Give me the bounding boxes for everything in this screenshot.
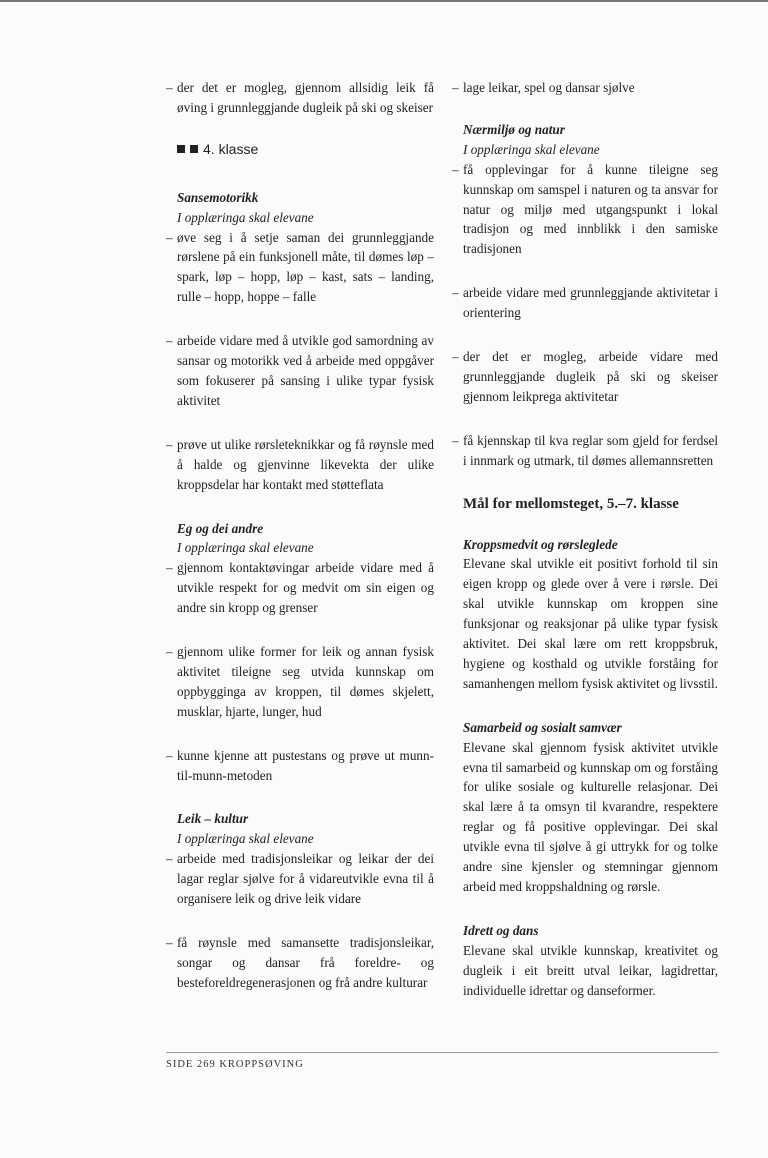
list-item: – der det er mogleg, arbeide vidare med grunnleggjande dugleik på ski og skeiser gjennom leikprega aktivitetar <box>452 349 718 404</box>
list-item: – arbeide med tradisjonsleikar og leikar der dei lagar reglar sjølve for å vidareutvikle evna til å organisere leik og drive leik vidare <box>166 851 434 907</box>
top-border <box>0 0 768 2</box>
list-item: – arbeide vidare med å utvikle god samordning av sansar og motorikk ved å arbeide med oppgåver som fokuserer på sansing i ulike typar fysisk aktivitet <box>166 333 434 408</box>
list-item: – gjennom kontaktøvingar arbeide vidare med å utvikle respekt for og medvit om sin eigen og andre sin kropp og grenser <box>166 560 434 616</box>
list-item: – kunne kjenne att pustestans og prøve ut munn-til-munn-metoden <box>166 747 434 783</box>
footer-rule <box>166 1052 718 1053</box>
list-item: – der det er mogleg, gjennom allsidig leik få øving i grunnleggjande dugleik på ski og skeiser <box>166 80 434 115</box>
list-item: – gjennom ulike former for leik og annan fysisk aktivitet tileigne seg utvida kunnskap om oppbygginga av kroppen, til dømes skjelett, musklar, hjarte, lunger, hud <box>166 644 434 719</box>
section-title: Nærmiljø og natur <box>463 121 565 137</box>
goal-title: Samarbeid og sosialt samvær <box>463 719 622 735</box>
square-bullet-icon <box>190 145 198 153</box>
section-intro: I opplæringa skal elevane <box>463 141 600 157</box>
square-bullet-icon <box>177 145 185 153</box>
section-intro: I opplæringa skal elevane <box>177 540 314 556</box>
goal-paragraph: Elevane skal utvikle kunnskap, kreativitet og dugleik i eit breitt utval leikar, lagidrettar, individuelle idrettar og danseformer. <box>463 942 718 998</box>
grade-heading <box>177 140 434 160</box>
section-title: Eg og dei andre <box>177 520 264 536</box>
list-item: – få kjennskap til kva reglar som gjeld for ferdsel i innmark og utmark, til dømes allemannsretten <box>452 432 718 468</box>
section-intro: I opplæringa skal elevane <box>177 209 314 225</box>
list-item: – få opplevingar for å kunne tileigne seg kunnskap om samspel i naturen og ta ansvar for natur og miljø med utgangspunkt i lokal tradisjon og med innblikk i den samiske tradisjonen <box>452 161 718 257</box>
goal-paragraph: Elevane skal gjennom fysisk aktivitet utvikle evna til samarbeid og kunnskap om og forståing for ulike sosiale og kulturelle relasjonar. Dei skal lære å ta omsyn til kvarandre, respektere reglar og få positive opplevingar. Dei skal utvikle evna til sjølve å gi uttrykk for og tolke andre sine kjensler og stemningar gjennom arbeid med kroppshaldning og rørsle. <box>463 739 718 894</box>
list-item: – arbeide vidare med grunnleggjande aktivitetar i orientering <box>452 285 718 321</box>
goal-title: Idrett og dans <box>463 922 539 938</box>
section-intro: I opplæringa skal elevane <box>177 831 314 847</box>
list-item: – øve seg i å setje saman dei grunnleggjande rørslene på ein funksjonell måte, til dømes løp – spark, løp – hopp, løp – kast, sats – landing, rulle – hopp, hoppe – falle <box>166 229 434 305</box>
list-item: – lage leikar, spel og dansar sjølve <box>452 80 635 95</box>
left-column <box>166 78 434 1017</box>
list-item: – få røynsle med samansette tradisjonsleikar, songar og dansar frå foreldre- og besteforeldregenerasjonen og frå andre kulturar <box>166 935 434 990</box>
section-title: Leik – kultur <box>177 811 249 827</box>
goal-heading: Mål for mellomsteget, 5.–7. klasse <box>463 495 679 512</box>
list-item: – prøve ut ulike rørsleteknikkar og få røynsle med å halde og gjenvinne likevekta der ulike kroppsdelar har kontakt med støtteflata <box>166 436 434 492</box>
goal-title: Kroppsmedvit og rørsleglede <box>463 536 618 552</box>
section-title: Sansemotorikk <box>177 189 259 205</box>
grade-label: 4. klasse <box>203 140 259 157</box>
goal-paragraph: Elevane skal utvikle eit positivt forhold til sin eigen kropp og glede over å vere i rørsle. Dei skal utvikle kunnskap om kroppen sine funksjonar og reaksjonar på ulike typar fysisk aktivitet. Dei skal lære om rett kroppsbruk, hygiene og kosthald og utvikle forståing for samanhengen mellom fysisk aktivitet og livsstil. <box>463 556 718 691</box>
right-column <box>452 78 718 1025</box>
page-footer: SIDE 269 KROPPSØVING <box>166 1059 304 1070</box>
